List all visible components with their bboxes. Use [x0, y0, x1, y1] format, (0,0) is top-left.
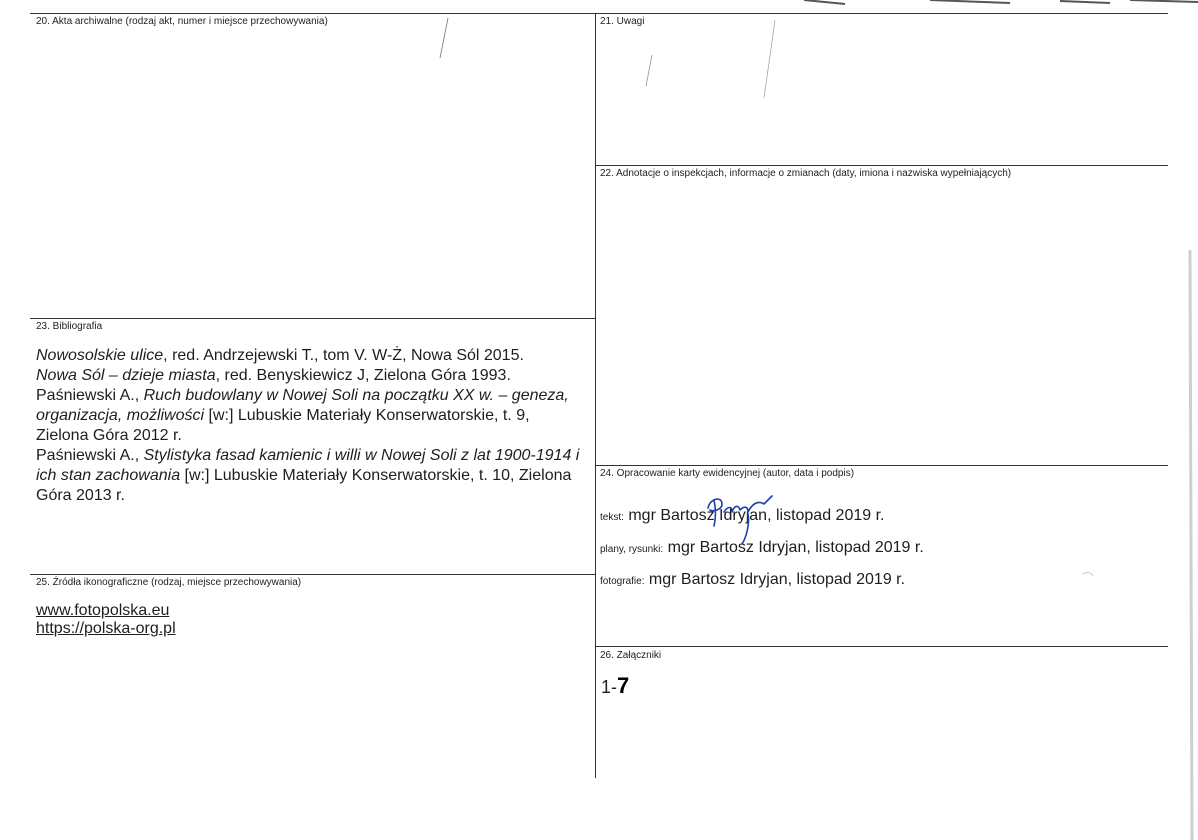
- bibliography-entry: Nowa Sól – dzieje miasta, red. Benyskiewicz J, Zielona Góra 1993.: [36, 367, 511, 384]
- author-row-value: mgr Bartosz Idryjan, listopad 2019 r.: [623, 507, 885, 524]
- author-row-key: plany, rysunki:: [600, 544, 664, 555]
- author-row-key: tekst:: [600, 512, 624, 523]
- bibliography-entry: Paśniewski A., Stylistyka fasad kamienic i willi w Nowej Soli z lat 1900-1914 i ich stan zachowania [w:] Lubuskie Materiały Konserwatorskie, t. 10, Zielona Góra 2013 r.: [36, 447, 580, 504]
- source-link-polska-org[interactable]: https://polska-org.pl: [36, 620, 176, 637]
- source-link-fotopolska[interactable]: www.fotopolska.eu: [36, 602, 170, 619]
- section-24-label: 24. Opracowanie karty ewidencyjnej (autor, data i podpis): [600, 468, 855, 479]
- section-26-label: 26. Załączniki: [600, 650, 662, 661]
- author-row-value: mgr Bartosz Idryjan, listopad 2019 r.: [644, 571, 906, 588]
- section-25-label: 25. Źródła ikonograficzne (rodzaj, miejsce przechowywania): [36, 577, 302, 588]
- section-22-label: 22. Adnotacje o inspekcjach, informacje o zmianach (daty, imiona i nazwiska wypełniających): [600, 168, 1012, 179]
- author-row-photos: [600, 571, 905, 589]
- author-row-value: mgr Bartosz Idryjan, listopad 2019 r.: [663, 539, 924, 556]
- iconographic-sources: [36, 602, 176, 638]
- bibliography-entry: Paśniewski A., Ruch budowlany w Nowej Soli na początku XX w. – geneza, organizacja, możliwości [w:] Lubuskie Materiały Konserwatorskie, t. 9, Zielona Góra 2012 r.: [36, 387, 569, 444]
- section-21-label: 21. Uwagi: [600, 16, 645, 27]
- handwritten-signature: [700, 490, 790, 550]
- section-23-label: 23. Bibliografia: [36, 321, 103, 332]
- attachments-handwritten-number: 7: [617, 673, 630, 698]
- section-20-label: 20. Akta archiwalne (rodzaj akt, numer i miejsce przechowywania): [36, 16, 328, 27]
- bibliography-list: [36, 346, 581, 506]
- author-row-key: fotografie:: [600, 576, 645, 587]
- bibliography-entry: Nowosolskie ulice, red. Andrzejewski T., tom V. W-Ż, Nowa Sól 2015.: [36, 347, 524, 364]
- attachments-value: 1-7: [601, 673, 630, 698]
